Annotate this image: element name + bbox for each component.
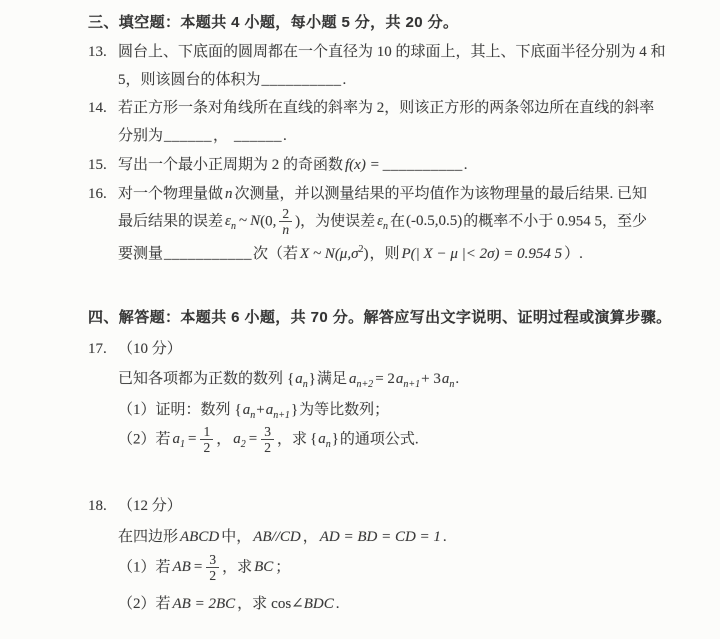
question-16-line-1: [88, 183, 670, 205]
math-var: [348, 371, 374, 390]
question-text: 的概率不小于 0.954 5，至少: [463, 213, 648, 230]
math-var-base: a: [395, 371, 404, 387]
math-text: }: [290, 402, 299, 418]
math-expression: X ~ N(μ,σ: [300, 246, 359, 262]
math-var: AB: [172, 559, 191, 576]
question-text: 满足: [316, 371, 347, 387]
question-18-number-line: [88, 495, 670, 517]
math-operator: + 3: [421, 371, 441, 387]
question-18-part-2: [88, 593, 670, 615]
question-number: 14.: [88, 100, 107, 116]
question-14-line-2: [88, 125, 670, 147]
math-var-base: a: [172, 431, 181, 448]
question-text: ，: [213, 128, 229, 144]
math-var: [225, 213, 236, 233]
question-14-line-1: [88, 97, 670, 119]
math-var-base: a: [265, 402, 274, 418]
question-text: .: [283, 128, 287, 144]
math-var-base: a: [295, 371, 303, 387]
blank-underline: __________: [382, 157, 463, 173]
question-text: 为等比数列；: [299, 402, 390, 418]
question-text: 次测量，并以测量结果的平均值作为该物理量的最后结果. 已知: [234, 186, 648, 202]
math-var: [441, 371, 455, 390]
math-operator: =: [188, 431, 197, 448]
math-var: ABCD: [180, 529, 220, 545]
question-text: 要测量: [118, 246, 164, 262]
question-text: .: [335, 596, 340, 612]
subscript: 1: [180, 439, 186, 451]
question-text: 次（若: [253, 246, 299, 262]
question-text: ，求: [222, 559, 253, 576]
fraction-denominator: 2: [206, 567, 219, 583]
question-number: 16.: [88, 186, 107, 202]
question-text: （1）证明：数列: [118, 402, 231, 418]
question-text: .: [455, 371, 460, 387]
math-operator: =: [193, 559, 203, 576]
question-text: 在四边形: [118, 529, 179, 545]
math-var: [395, 371, 421, 390]
math-var: [318, 431, 331, 451]
math-var: n: [225, 186, 233, 202]
fraction-denominator: 2: [261, 439, 274, 455]
math-text: (-0.5,0.5): [406, 213, 463, 230]
question-17-part-1: [88, 399, 670, 421]
question-text: 已知各项都为正数的数列: [118, 371, 284, 387]
fraction-numerator: 1: [203, 424, 211, 439]
question-text: （2）若: [118, 596, 171, 612]
question-number: 15.: [88, 157, 107, 173]
question-text: 的通项公式.: [339, 431, 419, 448]
blank-underline: ______: [234, 128, 283, 144]
question-text: ，求: [276, 431, 307, 448]
section-4-header: 四、解答题：本题共 6 小题，共 70 分。解答应写出文字说明、证明过程或演算步骤。: [88, 309, 672, 326]
question-number: 13.: [88, 44, 107, 60]
question-17-intro: [88, 368, 670, 390]
math-var: [233, 431, 246, 451]
subscript: n: [383, 221, 389, 233]
question-text: （2）若: [118, 431, 171, 448]
question-text: .: [463, 157, 468, 173]
question-18-intro: [88, 526, 670, 548]
math-var: [295, 371, 308, 390]
question-text: ，求: [237, 596, 268, 612]
subscript: n+2: [356, 379, 374, 390]
subscript: n: [449, 379, 455, 390]
math-var-base: a: [348, 371, 357, 387]
question-text: 写出一个最小正周期为 2 的奇函数: [118, 157, 344, 173]
question-18-part-1: [88, 553, 670, 583]
math-operator: ~: [238, 213, 248, 230]
math-text: ): [295, 213, 301, 230]
fraction: [200, 425, 213, 455]
math-text: (0,: [260, 213, 277, 230]
question-16-line-3: [88, 243, 670, 265]
question-15-line: [88, 154, 670, 176]
question-text: 5，则该圆台的体积为: [118, 72, 261, 88]
superscript: 2: [358, 244, 364, 255]
math-text: {: [287, 371, 295, 387]
math-var-base: ε: [377, 213, 384, 230]
question-text: ，: [302, 529, 318, 545]
score-label: （12 分）: [118, 498, 182, 514]
score-label: （10 分）: [118, 341, 182, 357]
math-operator: = 2: [375, 371, 395, 387]
blank-underline: ___________: [164, 246, 253, 262]
math-var-base: ε: [225, 213, 231, 230]
fraction-denominator: 2: [200, 439, 213, 455]
math-expression: AB//CD: [253, 529, 301, 545]
fraction-numerator: 2: [282, 206, 290, 221]
fraction: [261, 425, 274, 455]
section-3-header: 三、填空题：本题共 4 小题，每小题 5 分，共 20 分。: [88, 14, 459, 31]
fraction: [279, 207, 292, 237]
math-text: }: [308, 371, 316, 387]
math-var: [172, 431, 186, 451]
question-text: 在: [390, 213, 406, 230]
subscript: n: [230, 221, 236, 233]
math-var: [242, 402, 256, 421]
fraction: [206, 553, 219, 583]
math-operator: +: [256, 402, 265, 418]
fraction-denominator: n: [279, 221, 292, 237]
math-expression: AD = BD = CD = 1: [319, 529, 441, 545]
question-text: ，为使误差: [300, 213, 376, 230]
math-text: }: [331, 431, 339, 448]
math-var-base: a: [441, 371, 450, 387]
math-function: cos∠: [271, 596, 304, 612]
math-expression: AB = 2BC: [172, 596, 236, 612]
question-text: 中，: [221, 529, 252, 545]
math-var-base: a: [233, 431, 241, 448]
question-text: ，: [216, 431, 232, 448]
question-text: 若正方形一条对角线所在直线的斜率为 2，则该正方形的两条邻边所在直线的斜率: [118, 100, 655, 116]
question-text: （1）若: [118, 559, 171, 576]
question-number: 17.: [88, 341, 107, 357]
question-text: 最后结果的误差: [118, 213, 224, 230]
math-expression: f(x) =: [345, 157, 380, 173]
question-13-line-2: [88, 69, 670, 91]
blank-underline: ______: [164, 128, 213, 144]
blank-underline: __________: [261, 72, 342, 88]
math-var: [377, 213, 389, 233]
subscript: n: [250, 410, 256, 421]
math-var-base: a: [318, 431, 326, 448]
fraction-numerator: 3: [264, 424, 271, 439]
math-text: {: [234, 402, 242, 418]
subscript: n: [325, 439, 331, 451]
question-16-line-2: [88, 207, 670, 237]
subscript: n: [302, 379, 308, 390]
question-text: .: [442, 529, 447, 545]
subscript: n+1: [403, 379, 421, 390]
math-var: N: [250, 213, 261, 230]
subscript: 2: [240, 439, 246, 451]
fraction-numerator: 3: [209, 552, 217, 567]
math-text: ): [363, 246, 369, 262]
question-text: .: [342, 72, 347, 88]
question-13-line-1: [88, 41, 670, 63]
math-var: BDC: [303, 596, 334, 612]
question-number: 18.: [88, 498, 107, 514]
math-expression: P(| X − μ |< 2σ) = 0.954 5: [401, 246, 563, 262]
question-17-part-2: [88, 425, 670, 455]
math-text: {: [309, 431, 318, 448]
math-var-base: a: [242, 402, 251, 418]
math-var: [265, 402, 290, 421]
math-operator: =: [248, 431, 258, 448]
math-var: BC: [254, 559, 274, 576]
subscript: n+1: [273, 410, 290, 421]
question-text: ；: [275, 559, 291, 576]
question-text: 分别为: [118, 128, 164, 144]
question-text: 对一个物理量做: [118, 186, 224, 202]
question-17-number-line: [88, 338, 670, 360]
question-text: ）.: [564, 246, 583, 262]
question-text: ，则: [369, 246, 400, 262]
question-text: 圆台上、下底面的圆周都在一个直径为 10 的球面上，其上、下底面半径分别为 4 和: [118, 44, 666, 60]
